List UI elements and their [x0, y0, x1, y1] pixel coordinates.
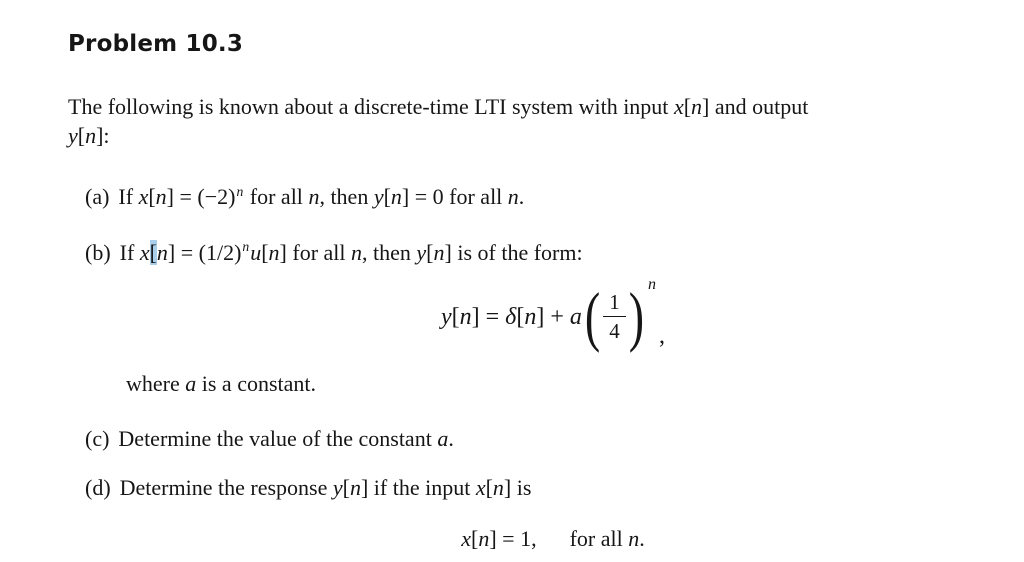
intro-line-2 — [68, 121, 980, 150]
text-segment: ] + — [536, 303, 570, 330]
item-content-b — [120, 240, 583, 265]
text-segment: ] if the input — [360, 474, 476, 500]
text-segment: Determine the response — [119, 474, 333, 500]
text-segment: [ — [683, 94, 692, 119]
text-segment: n — [628, 525, 640, 551]
text-segment: a — [569, 303, 582, 330]
text-segment: n — [155, 184, 167, 210]
text-segment: x — [139, 239, 150, 265]
text-segment: x — [138, 184, 149, 210]
item-content-d — [120, 475, 532, 500]
intro-paragraph — [68, 92, 980, 150]
text-segment: for all — [569, 525, 629, 551]
text-segment: y — [332, 474, 343, 500]
equation-comma: , — [659, 322, 666, 349]
text-segment: n — [242, 239, 250, 255]
text-segment: , then — [319, 184, 374, 210]
text-segment: , then — [362, 239, 417, 265]
problem-item-c — [85, 425, 980, 452]
text-segment: . — [448, 425, 454, 451]
close-paren: ) — [628, 279, 645, 354]
text-segment: ] = 1, — [489, 525, 537, 551]
text-segment: n — [308, 184, 320, 210]
text-segment: [ — [471, 525, 479, 551]
text-segment: n — [478, 525, 490, 551]
text-segment: x — [673, 94, 684, 119]
text-segment: ] = — [471, 303, 506, 330]
problem-item-a — [85, 178, 980, 210]
text-segment: If — [118, 184, 139, 210]
item-label-c: (c) — [85, 425, 110, 451]
text-segment: a — [185, 370, 197, 396]
text-segment: ]: — [96, 123, 110, 148]
display-equation-b — [126, 275, 980, 354]
text-segment: n — [268, 239, 280, 265]
text-segment: is a constant. — [196, 370, 317, 396]
text-segment: n — [85, 123, 97, 148]
text-segment: n — [156, 239, 168, 265]
highlighted-bracket: [ — [149, 239, 157, 265]
text-segment: x — [461, 525, 472, 551]
problem-item-d — [85, 474, 980, 501]
text-segment: y — [416, 239, 427, 265]
problem-item-b — [85, 233, 980, 265]
text-segment: [ — [485, 474, 493, 500]
fraction — [603, 290, 626, 343]
text-segment: If — [119, 239, 140, 265]
page-title: Problem 10.3 — [68, 31, 244, 57]
text-segment: n — [351, 239, 363, 265]
text-segment: [ — [261, 239, 269, 265]
text-segment: n — [390, 184, 402, 210]
text-segment: ] = 0 for all — [401, 184, 508, 210]
fraction-denominator: 4 — [609, 319, 620, 344]
text-segment: ] = (−2) — [166, 184, 236, 210]
text-segment: n — [236, 184, 244, 199]
text-segment: x — [475, 474, 486, 500]
text-segment: [ — [77, 123, 86, 148]
text-segment: y — [440, 303, 452, 330]
text-segment: ] is — [503, 474, 532, 500]
fraction-numerator: 1 — [603, 290, 626, 317]
text-segment: y — [68, 123, 78, 148]
display-equation-d — [126, 525, 980, 553]
text-segment: [ — [148, 184, 156, 210]
item-content-a — [118, 184, 524, 209]
text-segment: for all — [244, 184, 309, 210]
text-segment: n — [492, 474, 504, 500]
text-segment: u — [250, 239, 262, 265]
text-segment: [ — [342, 474, 350, 500]
text-segment: ] for all — [279, 239, 352, 265]
text-segment: a — [437, 425, 449, 451]
text-segment: n — [459, 303, 472, 330]
text-segment: n — [433, 239, 445, 265]
text-segment: δ — [505, 303, 517, 330]
item-content-c — [118, 426, 453, 451]
exponent: n — [648, 275, 657, 293]
item-label-b: (b) — [85, 239, 111, 265]
where-clause — [126, 370, 980, 397]
text-segment: [ — [426, 239, 434, 265]
open-paren: ( — [584, 279, 601, 354]
item-label-d: (d) — [85, 474, 111, 500]
item-label-a: (a) — [85, 184, 110, 210]
intro-line-1 — [68, 92, 980, 121]
text-segment: n — [349, 474, 361, 500]
text-segment: . — [639, 525, 645, 551]
text-segment: Determine the value of the constant — [118, 425, 438, 451]
text-segment: n — [507, 184, 519, 210]
text-segment — [537, 526, 570, 551]
text-segment: n — [691, 94, 703, 119]
text-segment: ] and output — [702, 94, 809, 119]
equation-lhs — [441, 305, 582, 329]
text-segment: [ — [383, 184, 391, 210]
text-segment: n — [524, 303, 537, 330]
text-segment: y — [373, 184, 384, 210]
text-segment: [ — [516, 303, 525, 330]
text-segment: ] = (1/2) — [167, 239, 242, 265]
text-segment: The following is known about a discrete-time LTI system with input — [68, 94, 674, 119]
text-segment: ] is of the form: — [444, 239, 583, 265]
text-segment: . — [518, 184, 525, 210]
text-segment: [ — [451, 303, 460, 330]
text-segment: where — [126, 370, 186, 396]
display-equation-b-wrap — [126, 275, 980, 354]
